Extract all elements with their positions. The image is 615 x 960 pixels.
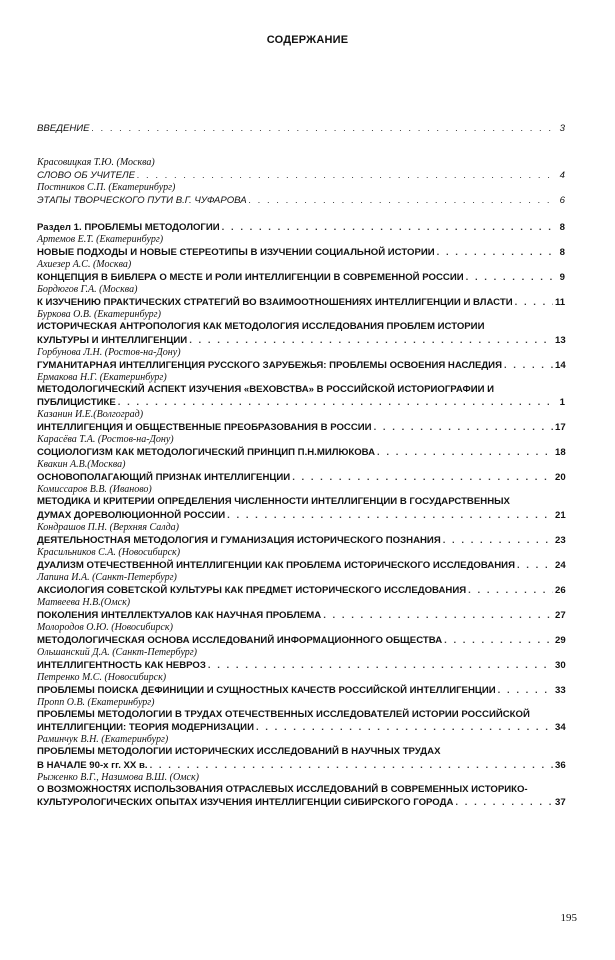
entry-title: ЭТАПЫ ТВОРЧЕСКОГО ПУТИ В.Г. ЧУФАРОВА — [37, 195, 247, 206]
leader-dots — [222, 221, 553, 234]
entry-title: ДУАЛИЗМ ОТЕЧЕСТВЕННОЙ ИНТЕЛЛИГЕНЦИИ КАК ПРОБЛЕМА ИСТОРИЧЕСКОГО ИССЛЕДОВАНИЯ — [37, 559, 515, 571]
entry-title-row — [37, 396, 565, 409]
entry-title-row — [37, 684, 565, 697]
leader-dots — [208, 659, 553, 672]
entry-title: АКСИОЛОГИЯ СОВЕТСКОЙ КУЛЬТУРЫ КАК ПРЕДМЕТ ИСТОРИЧЕСКОГО ИССЛЕДОВАНИЯ — [37, 584, 467, 596]
toc-entry[interactable] — [37, 409, 565, 434]
entry-title: СЛОВО ОБ УЧИТЕЛЕ — [37, 170, 136, 181]
entry-author: Бордюгов Г.А. (Москва) — [37, 284, 138, 295]
entry-title-line: О ВОЗМОЖНОСТЯХ ИСПОЛЬЗОВАНИЯ ОТРАСЛЕВЫХ ИССЛЕДОВАНИЙ В СОВРЕМЕННЫХ ИСТОРИКО- — [37, 783, 528, 795]
entry-author: Комиссаров В.В. (Иваново) — [37, 484, 152, 495]
toc-entry[interactable] — [37, 157, 565, 182]
leader-dots — [443, 534, 553, 547]
entry-author: Буркова О.В. (Екатеринбург) — [37, 309, 161, 320]
entry-page: 8 — [559, 247, 565, 258]
entry-author: Рыженко В.Г., Назимова В.Ш. (Омск) — [37, 771, 199, 783]
entry-title: МЕТОДОЛОГИЧЕСКАЯ ОСНОВА ИССЛЕДОВАНИЙ ИНФОРМАЦИОННОГО ОБЩЕСТВА — [37, 634, 443, 646]
entry-title: КУЛЬТУРОЛОГИЧЕСКИХ ОПЫТАХ ИЗУЧЕНИЯ ИНТЕЛЛИГЕНЦИИ СИБИРСКОГО ГОРОДА — [37, 797, 454, 808]
entry-page: 14 — [555, 359, 566, 371]
toc-entry[interactable] — [37, 734, 565, 772]
page-number: 195 — [560, 912, 577, 924]
entry-title: ИНТЕЛЛИГЕНТНОСТЬ КАК НЕВРОЗ — [37, 659, 206, 671]
section-page: 8 — [559, 222, 565, 233]
leader-dots — [444, 634, 553, 647]
entry-author: Петренко М.С. (Новосибирск) — [37, 671, 167, 683]
leader-dots — [92, 122, 553, 135]
entry-author: Молородов О.Ю. (Новосибирск) — [37, 621, 173, 633]
toc-entry[interactable] — [37, 434, 565, 459]
entry-author: Квакин А.В.(Москва) — [37, 459, 126, 470]
entry-title-row — [37, 194, 565, 207]
entry-page: 6 — [559, 195, 565, 206]
entry-title: ПУБЛИЦИСТИКЕ — [37, 397, 116, 408]
entry-title-row — [37, 559, 565, 572]
entry-title-row — [37, 271, 565, 284]
entry-list — [37, 234, 565, 809]
entry-page: 27 — [555, 609, 566, 621]
leader-dots — [249, 194, 553, 207]
entry-author: Ермакова Н.Г. (Екатеринбург) — [37, 371, 167, 383]
leader-dots — [256, 721, 553, 734]
entry-title-row — [37, 334, 565, 347]
leader-dots — [227, 509, 553, 522]
entry-title: КУЛЬТУРЫ И ИНТЕЛЛИГЕНЦИИ — [37, 334, 188, 346]
toc-entry[interactable] — [37, 284, 565, 309]
toc-entry[interactable] — [37, 459, 565, 484]
entry-title-row — [37, 721, 565, 734]
entry-page: 37 — [555, 797, 566, 808]
toc-entry[interactable] — [37, 772, 565, 810]
toc-entry[interactable] — [37, 372, 565, 410]
entry-title: ПОКОЛЕНИЯ ИНТЕЛЛЕКТУАЛОВ КАК НАУЧНАЯ ПРОБЛЕМА — [37, 609, 322, 621]
leader-dots — [137, 169, 553, 182]
entry-title: В НАЧАЛЕ 90-х гг. XX в. — [37, 759, 148, 771]
entry-author: Ольшанский Д.А. (Санкт-Петербург) — [37, 646, 197, 658]
entry-title: НОВЫЕ ПОДХОДЫ И НОВЫЕ СТЕРЕОТИПЫ В ИЗУЧЕНИИ СОЦИАЛЬНОЙ ИСТОРИИ — [37, 247, 435, 258]
entry-author: Красильников С.А. (Новосибирск) — [37, 546, 181, 558]
entry-author: Кондрашов П.Н. (Верхняя Салда) — [37, 521, 179, 533]
toc-entry-intro[interactable] — [37, 122, 565, 135]
entry-author: Горбунова Л.Н. (Ростов-на-Дону) — [37, 346, 181, 358]
entry-page: 26 — [555, 584, 566, 596]
toc-entry[interactable] — [37, 234, 565, 259]
entry-title: ДЕЯТЕЛЬНОСТНАЯ МЕТОДОЛОГИЯ И ГУМАНИЗАЦИЯ ИСТОРИЧЕСКОГО ПОЗНАНИЯ — [37, 534, 441, 546]
entry-title-row — [37, 634, 565, 647]
toc-entry[interactable] — [37, 347, 565, 372]
toc-entry[interactable] — [37, 309, 565, 347]
entry-title: СОЦИОЛОГИЗМ КАК МЕТОДОЛОГИЧЕСКИЙ ПРИНЦИП П.Н.МИЛЮКОВА — [37, 447, 376, 458]
leader-dots — [118, 396, 553, 409]
toc-entry[interactable] — [37, 182, 565, 207]
entry-page: 20 — [555, 472, 566, 483]
leader-dots — [292, 471, 553, 484]
entry-page: 13 — [555, 334, 566, 346]
leader-dots — [466, 271, 553, 284]
entry-author: Лапина И.А. (Санкт-Петербург) — [37, 571, 177, 583]
entry-page: 17 — [555, 422, 566, 433]
toc-entry[interactable] — [37, 484, 565, 522]
entry-author: Карасёва Т.А. (Ростов-на-Дону) — [37, 434, 174, 445]
entry-title: ИНТЕЛЛИГЕНЦИЯ И ОБЩЕСТВЕННЫЕ ПРЕОБРАЗОВАНИЯ В РОССИИ — [37, 422, 372, 433]
entry-page: 30 — [555, 659, 566, 671]
entry-author: Артемов Е.Т. (Екатеринбург) — [37, 234, 164, 245]
entry-page: 36 — [555, 759, 566, 771]
toc-entry[interactable] — [37, 572, 565, 597]
entry-page: 11 — [555, 297, 566, 308]
entry-title-row — [37, 421, 565, 434]
section-title: Раздел 1. ПРОБЛЕМЫ МЕТОДОЛОГИИ — [37, 222, 220, 233]
entry-title-row — [37, 246, 565, 259]
entry-title-row — [37, 659, 565, 672]
entry-title-row — [37, 471, 565, 484]
entry-author: Пропп О.В. (Екатеринбург) — [37, 696, 155, 708]
toc-entry[interactable] — [37, 672, 565, 697]
entry-page: 24 — [555, 559, 566, 571]
entry-title-row — [37, 509, 565, 522]
entry-title: КОНЦЕПЦИЯ В БИБЛЕРА О МЕСТЕ И РОЛИ ИНТЕЛЛИГЕНЦИИ В СОВРЕМЕННОЙ РОССИИ — [37, 272, 464, 283]
entry-author: Красовицкая Т.Ю. (Москва) — [37, 157, 155, 168]
toc-entry[interactable] — [37, 597, 565, 622]
leader-dots — [504, 359, 553, 372]
entry-title-row — [37, 169, 565, 182]
entry-page: 18 — [555, 447, 566, 458]
entry-page: 34 — [555, 722, 566, 733]
entry-author: Раминчук В.Н. (Екатеринбург) — [37, 734, 169, 745]
entry-title: ПРОБЛЕМЫ ПОИСКА ДЕФИНИЦИИ И СУЩНОСТНЫХ КАЧЕСТВ РОССИЙСКОЙ ИНТЕЛЛИГЕНЦИИ — [37, 684, 496, 696]
entry-title-row — [37, 796, 565, 809]
leader-dots — [517, 559, 553, 572]
leader-dots — [455, 796, 553, 809]
leader-dots — [150, 759, 553, 772]
entry-author: Матвеева Н.В.(Омск) — [37, 596, 131, 608]
entry-page: 21 — [555, 509, 566, 521]
leader-dots — [323, 609, 553, 622]
toc-entry[interactable] — [37, 697, 565, 735]
leader-dots — [374, 421, 553, 434]
leader-dots — [468, 584, 553, 597]
entry-page: 4 — [559, 170, 565, 181]
toc-entry[interactable] — [37, 622, 565, 647]
entry-title: ИНТЕЛЛИГЕНЦИИ: ТЕОРИЯ МОДЕРНИЗАЦИИ — [37, 722, 254, 733]
entry-title-row — [37, 609, 565, 622]
entry-title-row — [37, 759, 565, 772]
entry-title-line: ПРОБЛЕМЫ МЕТОДОЛОГИИ В ТРУДАХ ОТЕЧЕСТВЕННЫХ ИССЛЕДОВАТЕЛЕЙ ИСТОРИИ РОССИЙСКОЙ — [37, 708, 530, 720]
entry-title: ДУМАХ ДОРЕВОЛЮЦИОННОЙ РОССИИ — [37, 509, 226, 521]
entry-title: ОСНОВОПОЛАГАЮЩИЙ ПРИЗНАК ИНТЕЛЛИГЕНЦИИ — [37, 472, 291, 483]
entry-title-row — [37, 446, 565, 459]
entry-title: К ИЗУЧЕНИЮ ПРАКТИЧЕСКИХ СТРАТЕГИЙ ВО ВЗАИМООТНОШЕНИЯХ ИНТЕЛЛИГЕНЦИИ И ВЛАСТИ — [37, 297, 513, 308]
entry-page: 3 — [559, 123, 565, 134]
entry-author: Казанин И.Е.(Волгоград) — [37, 409, 144, 420]
entry-title: ГУМАНИТАРНАЯ ИНТЕЛЛИГЕНЦИЯ РУССКОГО ЗАРУБЕЖЬЯ: ПРОБЛЕМЫ ОСВОЕНИЯ НАСЛЕДИЯ — [37, 359, 502, 371]
entry-page: 1 — [559, 397, 565, 408]
entry-title: ВВЕДЕНИЕ — [37, 123, 90, 134]
entry-title-row — [37, 296, 565, 309]
leader-dots — [437, 246, 553, 259]
entry-title-line: МЕТОДОЛОГИЧЕСКИЙ АСПЕКТ ИЗУЧЕНИЯ «ВЕХОВСТВА» В РОССИЙСКОЙ ИСТОРИОГРАФИИ И — [37, 383, 495, 395]
leader-dots — [498, 684, 553, 697]
entry-title-row — [37, 534, 565, 547]
section-heading[interactable] — [37, 221, 565, 234]
entry-page: 9 — [559, 272, 565, 283]
toc-entry[interactable] — [37, 647, 565, 672]
entry-title-line: ИСТОРИЧЕСКАЯ АНТРОПОЛОГИЯ КАК МЕТОДОЛОГИЯ ИССЛЕДОВАНИЯ ПРОБЛЕМ ИСТОРИИ — [37, 321, 485, 332]
leader-dots — [189, 334, 553, 347]
entry-page: 23 — [555, 534, 566, 546]
entry-page: 29 — [555, 634, 566, 646]
entry-title-row — [37, 584, 565, 597]
table-of-contents — [37, 122, 565, 809]
entry-title-line: МЕТОДИКА И КРИТЕРИИ ОПРЕДЕЛЕНИЯ ЧИСЛЕННОСТИ ИНТЕЛЛИГЕНЦИИ В ГОСУДАРСТВЕННЫХ — [37, 496, 510, 507]
entry-author: Ахиезер А.С. (Москва) — [37, 259, 132, 270]
toc-entry[interactable] — [37, 522, 565, 547]
toc-entry[interactable] — [37, 547, 565, 572]
leader-dots — [377, 446, 553, 459]
entry-author: Постников С.П. (Екатеринбург) — [37, 182, 176, 193]
front-matter-list — [37, 157, 565, 207]
entry-page: 33 — [555, 684, 566, 696]
page-heading: СОДЕРЖАНИЕ — [266, 34, 349, 46]
entry-title-line: ПРОБЛЕМЫ МЕТОДОЛОГИИ ИСТОРИЧЕСКИХ ИССЛЕДОВАНИЙ В НАУЧНЫХ ТРУДАХ — [37, 746, 441, 757]
entry-title-row — [37, 359, 565, 372]
toc-entry[interactable] — [37, 259, 565, 284]
leader-dots — [515, 296, 553, 309]
